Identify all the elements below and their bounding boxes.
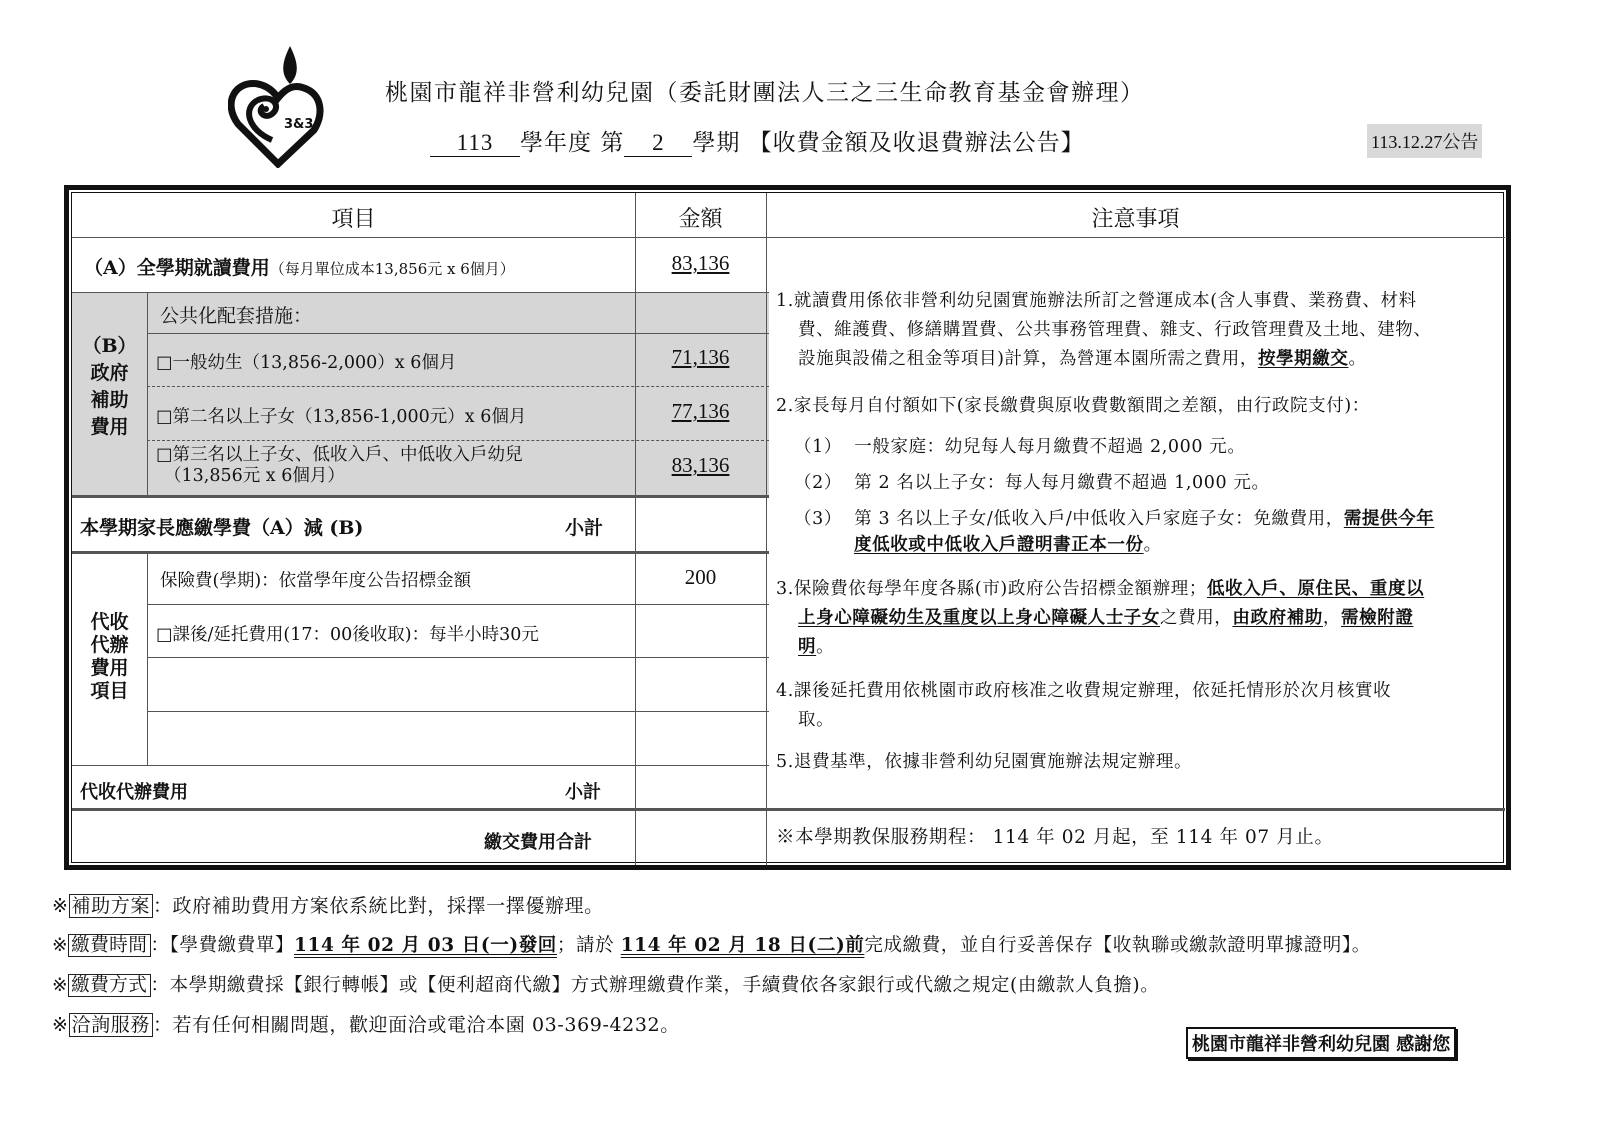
agency-fee-label: 代收 代辦 費用 項目	[90, 611, 129, 702]
total-label: 繳交費用合計	[484, 832, 592, 853]
service-period: ※本學期教保服務期程： 114 年 02 月起，至 114 年 07 月止。	[776, 827, 1334, 848]
fee-table	[64, 185, 1511, 870]
note-2: 2.家長每月自付額如下(家長繳費與原收費數額間之差額，由行政院支付)：	[776, 396, 1370, 416]
year-label: 學年度	[520, 130, 592, 156]
note-4: 4.課後延托費用依桃園市政府核准之收費規定辦理，依延托情形於次月核實收 取。	[776, 681, 1392, 730]
note-1: 1.就讀費用係依非營利幼兒園實施辦法所訂之營運成本(含人事費、業務費、材料 費、維護費、修繕購置費、公共事務管理費、雜支、行政管理費及土地、建物、 設施與設備之租金等項目)計算，為營運本園所需之費用，按學期繳交。	[776, 291, 1432, 369]
svg-text:3&3: 3&3	[284, 117, 314, 132]
term-number: 2	[624, 130, 692, 157]
subsidy-amount-third-child: 83,136	[671, 453, 730, 477]
section-b-heading: 公共化配套措施：	[160, 305, 313, 327]
note-3: 3.保險費依每學年度各縣(市)政府公告招標金額辦理；低收入戶、原住民、重度以 上身心障礙幼生及重度以上身心障礙人士子女之費用，由政府補助，需檢附證 明。	[776, 579, 1425, 657]
footer-inquiry: ※ 洽詢服務 ：若有任何相關問題，歡迎面洽或電洽本園 03-369-4232。	[52, 1014, 680, 1036]
section-b-label: （B） 政府 補助 費用	[82, 335, 137, 438]
term-label: 學期	[692, 130, 741, 156]
footer-payment-method: ※ 繳費方式 ：本學期繳費採【銀行轉帳】或【便利超商代繳】方式辦理繳費作業，手續費依各家銀行或代繳之規定(由繳款人負擔)。	[52, 975, 1160, 996]
term-prefix: 第	[600, 130, 625, 156]
insurance-fee-label: 保險費(學期)：依當學年度公告招標金額	[160, 571, 472, 591]
row-a-amount: 83,136	[671, 251, 730, 275]
school-year: 113	[430, 130, 520, 157]
announcement-label: 【收費金額及收退費辦法公告】	[748, 130, 1085, 156]
note-2-3-continued: 度低收或中低收入戶證明書正本一份。	[854, 535, 1162, 555]
column-header-amount: 金額	[678, 207, 723, 232]
footer-payment-time: ※ 繳費時間 ：【學費繳費單】114 年 02 月 03 日(一)發回；請於 114 年 02 月 18 日(二)前完成繳費，並自行妥善保存【收執聯或繳款證明單據證明】。	[52, 935, 1371, 956]
after-school-fee-option[interactable]: □課後/延托費用(17：00後收取)：每半小時30元	[156, 625, 539, 645]
insurance-fee-amount: 200	[684, 565, 717, 589]
note-2-items: （1） 一般家庭：幼兒每人每月繳費不超過 2,000 元。 （2） 第 2 名以上子女：每人每月繳費不超過 1,000 元。 （3） 第 3 名以上子女/低收入戶/中低收入戶家庭子女：免繳費用，需提供今年	[794, 437, 1435, 529]
subsidy-option-third-child[interactable]: □第三名以上子女、低收入戶、中低收入戶幼兒 （13,856元 x 6個月）	[156, 445, 523, 486]
parent-fee-subtotal-label: 小計	[565, 517, 604, 539]
note-5: 5.退費基準，依據非營利幼兒園實施辦法規定辦理。	[776, 752, 1193, 772]
subsidy-amount-second-child: 77,136	[671, 399, 730, 423]
thank-you-banner: 桃園市龍祥非營利幼兒園 感謝您	[1186, 1027, 1456, 1059]
parent-fee-label: 本學期家長應繳學費（A）減 (B)	[80, 517, 364, 539]
column-header-item: 項目	[331, 207, 376, 232]
agency-subtotal-label: 代收代辦費用	[80, 782, 188, 803]
column-header-notes: 注意事項	[1091, 207, 1180, 232]
notice-date: 113.12.27公告	[1367, 124, 1482, 158]
row-a-label: （A）全學期就讀費用（每月單位成本13,856元 x 6個月）	[84, 257, 515, 279]
subsidy-option-general[interactable]: □一般幼生（13,856-2,000）x 6個月	[156, 353, 457, 373]
subsidy-amount-general: 71,136	[671, 345, 730, 369]
subsidy-option-second-child[interactable]: □第二名以上子女（13,856-1,000元）x 6個月	[156, 407, 527, 427]
announcement-title	[430, 124, 1085, 157]
org-title: 桃園市龍祥非營利幼兒園（委託財團法人三之三生命教育基金會辦理）	[385, 80, 1145, 106]
footer-subsidy-plan: ※ 補助方案 ：政府補助費用方案依系統比對，採擇一擇優辦理。	[52, 895, 604, 917]
agency-subtotal-suffix: 小計	[565, 782, 601, 803]
school-logo	[228, 44, 328, 168]
